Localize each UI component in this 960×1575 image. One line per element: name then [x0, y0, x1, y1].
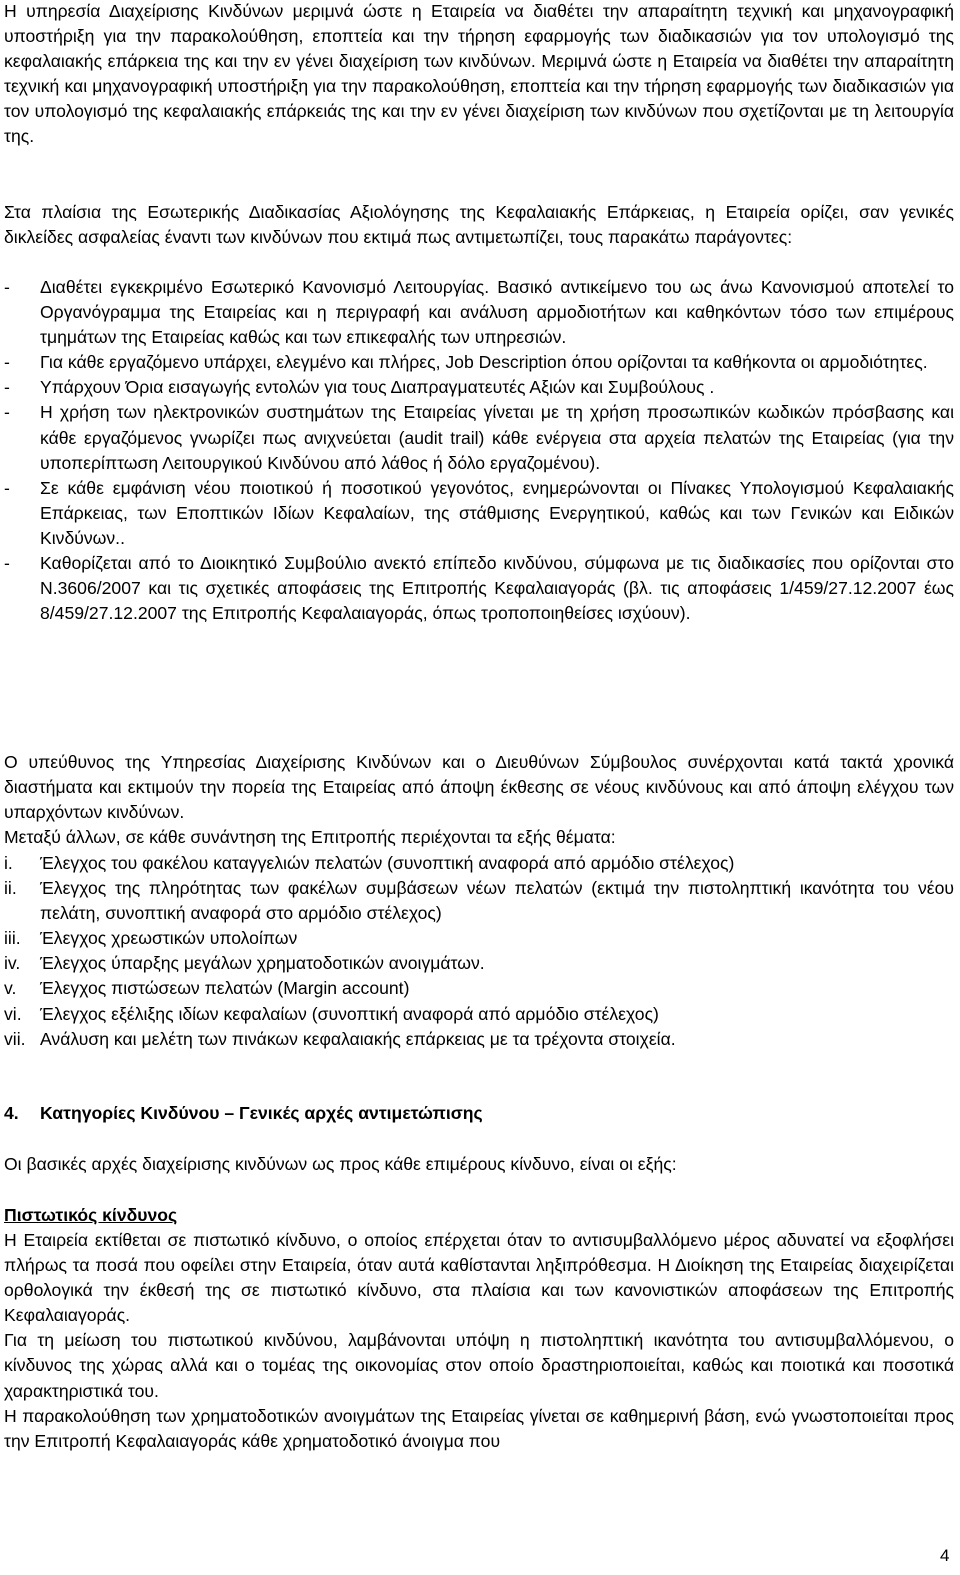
list-marker: i. [4, 853, 13, 873]
list-marker: - [4, 277, 10, 297]
list-marker: - [4, 352, 10, 373]
list-item-text: Διαθέτει εγκεκριμένο Εσωτερικό Κανονισμό Λειτουργίας. Βασικό αντικείμενο του ως άνω Κανονισμού αποτελεί το Οργανόγραμμα της Εταιρείας και η περιγραφή και ανάλυση αρμοδιοτήτων και καθηκόντων τόσο των επιμέρους τμημάτων της Εταιρείας καθώς και των επικεφαλής των υπηρεσιών. [40, 277, 954, 348]
list-item [4, 1002, 954, 1027]
list-item [4, 926, 954, 951]
meeting-topics-list [4, 851, 954, 1052]
section-number: 4. [4, 1103, 19, 1123]
list-marker: vi. [4, 1003, 22, 1024]
list-marker: v. [4, 978, 17, 999]
list-item [4, 375, 954, 400]
responsible-paragraph: Ο υπεύθυνος της Υπηρεσίας Διαχείρισης Κινδύνων και ο Διευθύνων Σύμβουλος συνέρχονται κατά τακτά χρονικά διαστήματα και εκτιμούν την πορεία της Εταιρείας από άποψη έκθεσης σε νέους κινδύνους και από άποψη ελέγχου των υπαρχόντων κινδύνων. Μεταξύ άλλων, σε κάθε συνάντηση της Επιτροπής περιέχονται τα εξής θέματα: [4, 752, 954, 848]
safeguards-list [4, 275, 954, 626]
principles-paragraph: Οι βασικές αρχές διαχείρισης κινδύνων ως προς κάθε επιμέρους κίνδυνο, είναι οι εξής: [4, 1154, 677, 1174]
list-marker: - [4, 402, 10, 423]
list-item-text: Ανάλυση και μελέτη των πινάκων κεφαλαιακής επάρκειας με τα τρέχοντα στοιχεία. [40, 1028, 676, 1049]
list-marker: iv. [4, 953, 21, 974]
list-marker: iii. [4, 928, 21, 949]
list-item [4, 876, 954, 926]
page-number: 4 [940, 1546, 950, 1565]
list-marker: - [4, 553, 10, 574]
list-item-text: Καθορίζεται από το Διοικητικό Συμβούλιο ανεκτό επίπεδο κινδύνου, σύμφωνα με τις διαδικασίες που ορίζονται στο Ν.3606/2007 και τις σχετικές αποφάσεις της Επιτροπής Κεφαλαιαγοράς (βλ. τις αποφάσεις 1/459/27.12.2007 έως 8/459/27.12.2007 της Επιτροπής Κεφαλαιαγοράς, όπως τροποποιηθείσες ισχύουν). [40, 553, 954, 624]
list-item [4, 551, 954, 626]
list-item [4, 400, 954, 475]
framework-paragraph: Στα πλαίσια της Εσωτερικής Διαδικασίας Αξιολόγησης της Κεφαλαιακής Επάρκειας, η Εταιρεία ορίζει, σαν γενικές δικλείδες ασφαλείας έναντι των κινδύνων που εκτιμά πως αντιμετωπίζει, τους παρακάτω παράγοντες: [4, 202, 954, 248]
list-item-text: Έλεγχος ύπαρξης μεγάλων χρηματοδοτικών ανοιγμάτων. [40, 953, 485, 974]
list-item [4, 275, 954, 350]
list-item-text: Σε κάθε εμφάνιση νέου ποιοτικού ή ποσοτικού γεγονότος, ενημερώνονται οι Πίνακες Υπολογισμού Κεφαλαιακής Επάρκειας, των Εποπτικών Ιδίων Κεφαλαίων, της στάθμισης Ενεργητικού, καθώς και των Γενικών και Ειδικών Κινδύνων.. [40, 477, 954, 548]
list-item [4, 976, 954, 1001]
section-title: Κατηγορίες Κινδύνου – Γενικές αρχές αντιμετώπισης [40, 1103, 483, 1123]
list-item [4, 476, 954, 551]
list-item [4, 1027, 954, 1052]
list-marker: - [4, 477, 10, 498]
list-item-text: Η χρήση των ηλεκτρονικών συστημάτων της Εταιρείας γίνεται με τη χρήση προσωπικών κωδικών πρόσβασης και κάθε εργαζόμενος γνωρίζει πως ανιχνεύεται (audit trail) κάθε ενέργεια στα αρχεία πελατών της Εταιρείας (για την υποπερίπτωση Λειτουργικού Κινδύνου από λάθος ή δόλο εργαζομένου). [40, 402, 954, 473]
list-marker: ii. [4, 878, 17, 899]
list-item [4, 350, 954, 375]
list-marker: - [4, 377, 10, 398]
list-item-text: Έλεγχος της πληρότητας των φακέλων συμβάσεων νέων πελατών (εκτιμά την πιστοληπτική ικανότητα του νέου πελάτη, συνοπτική αναφορά στο αρμόδιο στέλεχος) [40, 878, 954, 924]
list-item [4, 851, 954, 876]
list-item-text: Έλεγχος πιστώσεων πελατών (Margin account) [40, 978, 410, 999]
list-item [4, 951, 954, 976]
list-item-text: Έλεγχος χρεωστικών υπολοίπων [40, 928, 298, 949]
list-item-text: Έλεγχος του φακέλου καταγγελιών πελατών (συνοπτική αναφορά από αρμόδιο στέλεχος) [40, 853, 735, 873]
intro-paragraph: Η υπηρεσία Διαχείρισης Κινδύνων μεριμνά ώστε η Εταιρεία να διαθέτει την απαραίτητη τεχνική και μηχανογραφική υποστήριξη για την παρακολούθηση, εποπτεία και την τήρηση εφαρμογής των διαδικασιών για τον υπολογισμό της κεφαλαιακής επάρκεια της και την εν γένει διαχείριση των κινδύνων. Μεριμνά ώστε η Εταιρεία να διαθέτει την απαραίτητη τεχνική και μηχανογραφική υποστήριξη για την παρακολούθηση, εποπτεία και την τήρηση εφαρμογής των διαδικασιών για τον υπολογισμό της κεφαλαιακής επάρκειάς της και την εν γένει διαχείριση των κινδύνων που σχετίζονται με τη λειτουργία της. [4, 1, 954, 147]
list-item-text: Υπάρχουν Όρια εισαγωγής εντολών για τους Διαπραγματευτές Αξιών και Συμβούλους . [40, 377, 715, 398]
list-item-text: Για κάθε εργαζόμενο υπάρχει, ελεγμένο και πλήρες, Job Description όπου ορίζονται τα καθήκοντα οι αρμοδιότητες. [40, 352, 928, 373]
section-heading [4, 1101, 483, 1126]
credit-risk-paragraph: Η Εταιρεία εκτίθεται σε πιστωτικό κίνδυνο, ο οποίος επέρχεται όταν το αντισυμβαλλόμενο μέρος αδυνατεί να εξοφλήσει πλήρως τα ποσά που οφείλει στην Εταιρεία, όταν αυτά καθίστανται ληξιπρόθεσμα. Η Διοίκηση της Εταιρείας διαχειρίζεται ορθολογικά την έκθεσή της σε πιστωτικό κίνδυνο, στα πλαίσια και των κανονιστικών αποφάσεων της Επιτροπής Κεφαλαιαγοράς. Για τη μείωση του πιστωτικού κινδύνου, λαμβάνονται υπόψη η πιστοληπτική ικανότητα του αντισυμβαλλόμενου, ο κίνδυνος της χώρας αλλά και ο τομέας της οικονομίας στον οποίο δραστηριοποιείται, καθώς και ποιοτικά και ποσοτικά χαρακτηριστικά του. Η παρακολούθηση των χρηματοδοτικών ανοιγμάτων της Εταιρείας γίνεται σε καθημερινή βάση, ενώ γνωστοποιείται προς την Επιτροπή Κεφαλαιαγοράς κάθε χρηματοδοτικό άνοιγμα που [4, 1230, 954, 1451]
list-item-text: Έλεγχος εξέλιξης ιδίων κεφαλαίων (συνοπτική αναφορά από αρμόδιο στέλεχος) [40, 1003, 659, 1024]
list-marker: vii. [4, 1028, 26, 1049]
subsection-title: Πιστωτικός κίνδυνος [4, 1205, 178, 1225]
